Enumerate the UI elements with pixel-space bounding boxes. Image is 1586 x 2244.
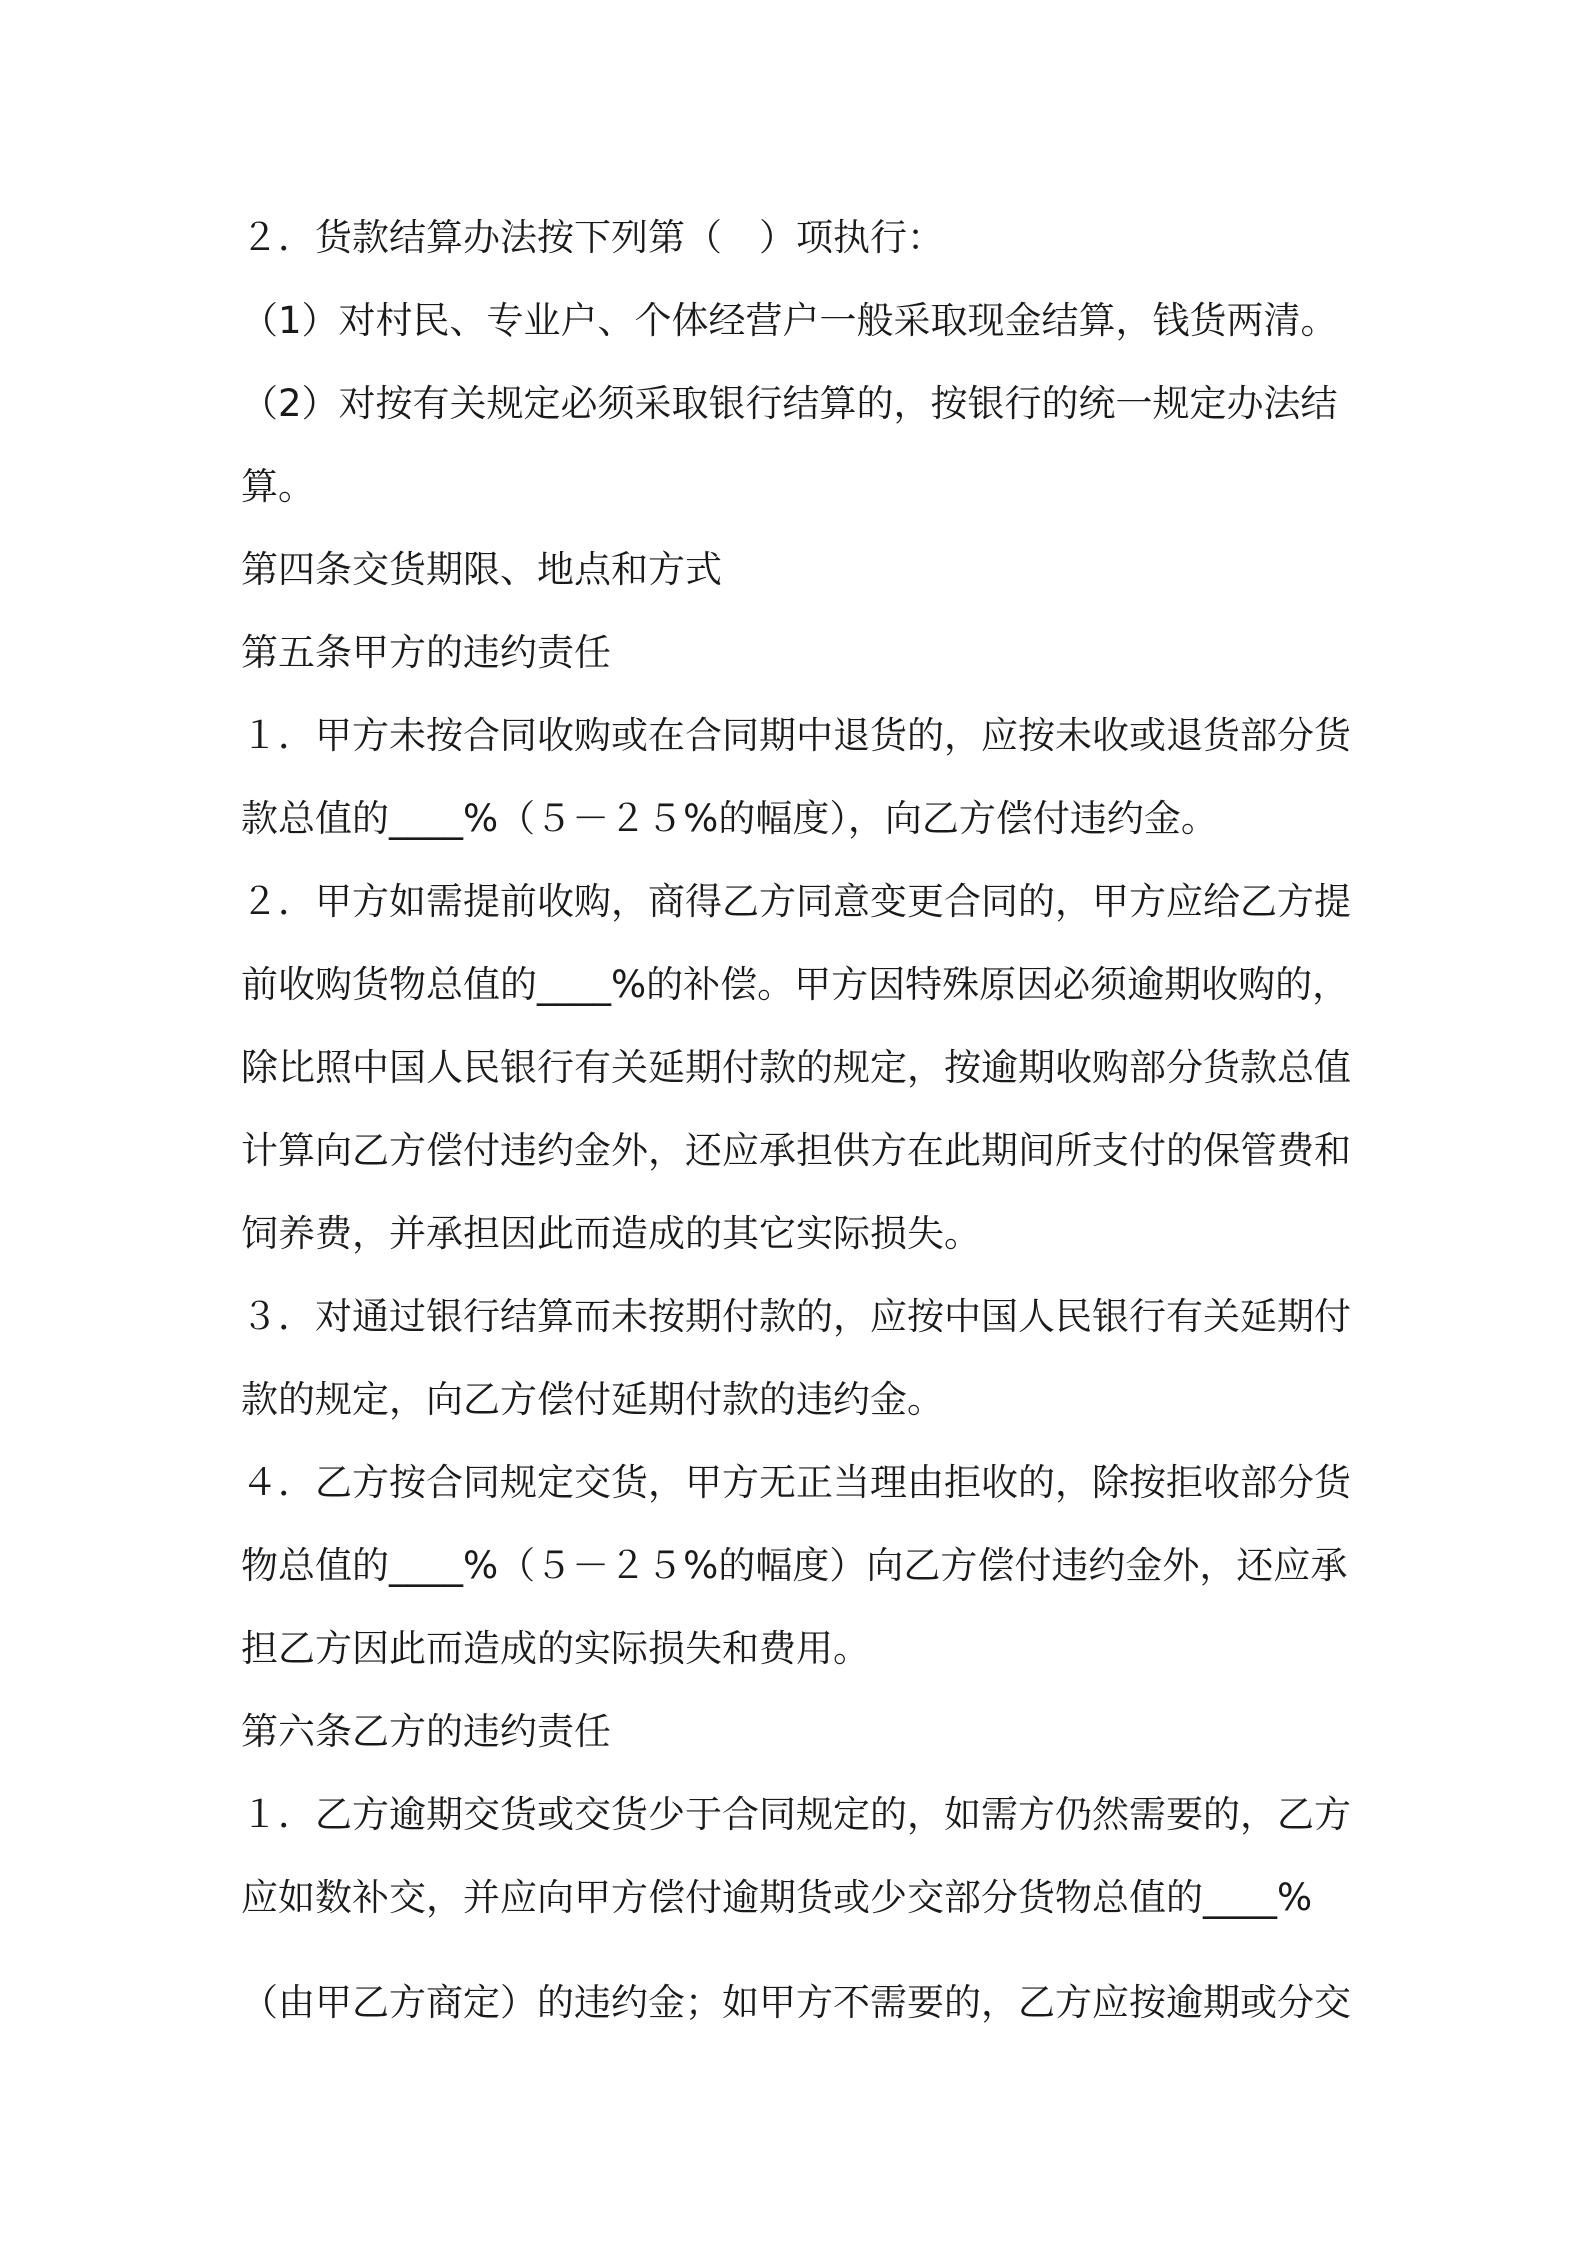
party-b-breach-1-cont-1: 应如数补交，并应向甲方偿付逾期货或少交部分货物总值的____% [241, 1876, 1313, 1919]
party-a-breach-2-cont-3: 计算向乙方偿付违约金外，还应承担供方在此期间所支付的保管费和 [241, 1129, 1351, 1172]
party-a-breach-1-cont: 款总值的____%（５－２５%的幅度），向乙方偿付违约金。 [241, 797, 1218, 840]
article-four-heading: 第四条交货期限、地点和方式 [241, 548, 722, 591]
bank-settlement-option: （2）对按有关规定必须采取银行结算的，按银行的统一规定办法结 [241, 382, 1338, 425]
bank-settlement-option-cont: 算。 [241, 465, 315, 508]
party-b-breach-1: １．乙方逾期交货或交货少于合同规定的，如需方仍然需要的，乙方 [241, 1793, 1351, 1836]
party-a-breach-3-cont: 款的规定，向乙方偿付延期付款的违约金。 [241, 1378, 944, 1421]
party-a-breach-2: ２．甲方如需提前收购，商得乙方同意变更合同的，甲方应给乙方提 [241, 880, 1351, 923]
party-a-breach-2-cont-4: 饲养费，并承担因此而造成的其它实际损失。 [241, 1212, 981, 1255]
party-a-breach-4: ４．乙方按合同规定交货，甲方无正当理由拒收的，除按拒收部分货 [241, 1461, 1351, 1504]
party-a-breach-4-cont-1: 物总值的____%（５－２５%的幅度）向乙方偿付违约金外，还应承 [241, 1544, 1348, 1587]
party-a-breach-2-cont-1: 前收购货物总值的____%的补偿。甲方因特殊原因必须逾期收购的， [241, 963, 1350, 1006]
article-five-heading: 第五条甲方的违约责任 [241, 631, 611, 674]
payment-method-clause: ２．货款结算办法按下列第（ ）项执行： [241, 216, 944, 259]
cash-settlement-option: （1）对村民、专业户、个体经营户一般采取现金结算，钱货两清。 [241, 299, 1338, 342]
party-b-breach-1-cont-2: （由甲乙方商定）的违约金；如甲方不需要的，乙方应按逾期或分交 [241, 1981, 1351, 2024]
article-six-heading: 第六条乙方的违约责任 [241, 1710, 611, 1753]
document-body [241, 196, 1361, 2044]
party-a-breach-3: ３．对通过银行结算而未按期付款的，应按中国人民银行有关延期付 [241, 1295, 1351, 1338]
party-a-breach-4-cont-2: 担乙方因此而造成的实际损失和费用。 [241, 1627, 870, 1670]
party-a-breach-2-cont-2: 除比照中国人民银行有关延期付款的规定，按逾期收购部分货款总值 [241, 1046, 1351, 1089]
party-a-breach-1: １．甲方未按合同收购或在合同期中退货的，应按未收或退货部分货 [241, 714, 1351, 757]
